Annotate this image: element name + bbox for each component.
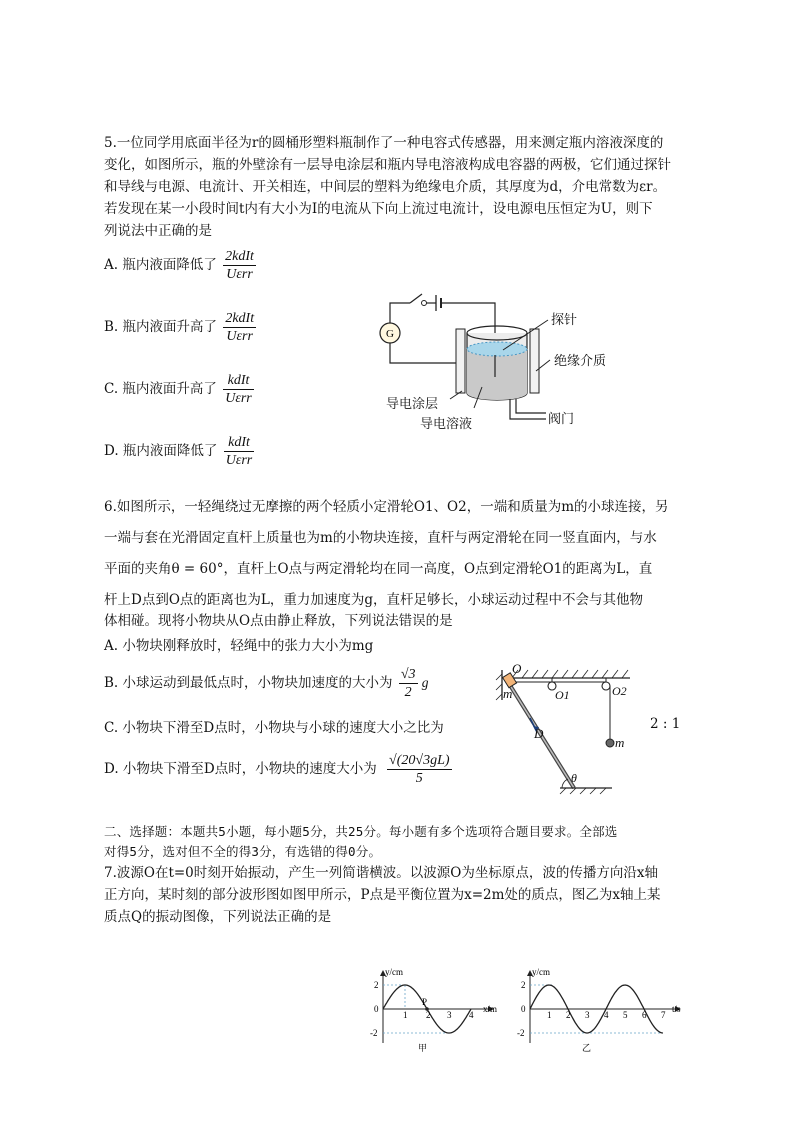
q5-option-b[interactable]: B. 瓶内液面升高了 $\frac{\text{2kdIt}}{\text{Uεrr}}$ <box>104 311 255 344</box>
probe-label: 探针 <box>551 313 578 328</box>
galvanometer-label: G <box>386 328 394 340</box>
q6-option-b[interactable]: B. 小球运动到最低点时，小物块加速度的大小为 $\frac{√3}{2}$ g <box>104 667 429 700</box>
q5-option-d[interactable]: D. 瓶内液面降低了 $\frac{\text{kdIt}}{\text{Uεrr}}$ <box>104 435 253 468</box>
q6-option-c[interactable]: C. 小物块下滑至D点时，小物块与小球的速度大小之比为 <box>104 720 444 736</box>
q6-line-3: 平面的夹角θ = 60°，直杆上O点与两定滑轮均在同一高度，O点到定滑轮O1的距离为L，直 <box>104 561 653 577</box>
q6-label-d: D <box>534 726 544 741</box>
q6-line-4: 杆上D点到O点的距离也为L，重力加速度为g，直杆足够长，小球运动过程中不会与其他物 <box>104 592 643 608</box>
q6-label-o: O <box>512 661 522 676</box>
q6-option-d-fraction: $\frac{√(20√3gL)}{5}$ <box>389 753 450 786</box>
chart-a-point-label: P <box>422 997 428 1007</box>
q6-label-m-block: m <box>503 686 513 701</box>
chart-b-ytick-2: 2 <box>521 980 526 990</box>
q6-line-5: 体相碰。现将小物块从O点由静止释放，下列说法错误的是 <box>104 613 453 629</box>
q6-pulley-figure <box>490 660 640 795</box>
chart-b-xticks <box>547 1010 666 1020</box>
chart-b-ylabel: y/cm <box>532 967 550 977</box>
q5-line-2: 变化，如图所示，瓶的外壁涂有一层导电涂层和瓶内导电溶液构成电容器的两极，它们通过探针 <box>104 157 671 173</box>
q6-label-o2: O2 <box>612 684 627 698</box>
q5-line-5: 列说法中正确的是 <box>104 223 212 239</box>
q6-label-m-ball: m <box>615 735 625 750</box>
chart-a-ylabel: y/cm <box>385 967 403 977</box>
section2-heading-line-2: 对得5分，选对但不全的得3分，有选错的得0分。 <box>104 844 382 859</box>
chart-wave-shape <box>365 965 510 1055</box>
q5-option-c-fraction: $\frac{\text{kdIt}}{\text{Uεrr}}$ <box>225 373 252 406</box>
q5-option-d-fraction: $\frac{\text{kdIt}}{\text{Uεrr}}$ <box>225 435 253 468</box>
coating-label: 导电涂层 <box>386 397 439 412</box>
chart-vibration <box>512 965 687 1055</box>
chart-b-xtick-3: 3 <box>585 1010 590 1020</box>
chart-a-ytick-2: 2 <box>374 980 379 990</box>
q5-line-1: 5.一位同学用底面半径为r的圆桶形塑料瓶制作了一种电容式传感器，用来测定瓶内溶液深度的 <box>104 135 664 151</box>
q5-option-c[interactable]: C. 瓶内液面升高了 $\frac{\text{kdIt}}{\text{Uεrr}}$ <box>104 373 252 406</box>
chart-a-xlabel: x/m <box>483 1004 498 1014</box>
chart-b-xtick-7: 7 <box>661 1010 666 1020</box>
q5-option-a-fraction: $\frac{\text{2kdIt}}{\text{Uεrr}}$ <box>225 249 254 282</box>
q5-option-a[interactable]: A. 瓶内液面降低了 $\frac{\text{2kdIt}}{\text{Uεrr}}$ <box>104 249 254 282</box>
chart-b-ytick-neg2: -2 <box>517 1028 525 1038</box>
chart-b-xtick-4: 4 <box>604 1010 609 1020</box>
pulley-o2-icon <box>602 682 610 690</box>
chart-a-xtick-1: 1 <box>403 1010 408 1020</box>
chart-a-ytick-neg2: -2 <box>370 1028 378 1038</box>
chart-b-xtick-2: 2 <box>566 1010 571 1020</box>
q6-label-o1: O1 <box>555 688 570 702</box>
q5-option-b-fraction: $\frac{\text{2kdIt}}{\text{Uεrr}}$ <box>225 311 255 344</box>
chart-b-xlabel: t/s <box>672 1004 681 1014</box>
chart-a-xtick-4: 4 <box>469 1010 474 1020</box>
chart-b-xtick-5: 5 <box>623 1010 628 1020</box>
switch-icon <box>410 294 422 303</box>
chart-b-ytick-0: 0 <box>521 1004 526 1014</box>
q6-option-a[interactable]: A. 小物块刚释放时，轻绳中的张力大小为mg <box>104 638 374 654</box>
q6-option-c-ratio: 2 : 1 <box>650 716 681 732</box>
q6-label-theta: θ <box>571 771 577 785</box>
insulator-label: 绝缘介质 <box>554 354 607 369</box>
q5-line-4: 若发现在某一小段时间t内有大小为I的电流从下向上流过电流计，设电源电压恒定为U，则下 <box>104 201 653 217</box>
chart-a-ytick-0: 0 <box>374 1004 379 1014</box>
q7-line-2: 正方向，某时刻的部分波形图如图甲所示，P点是平衡位置为x=2m处的质点，图乙为x轴上某 <box>104 887 661 903</box>
chart-a-xtick-2: 2 <box>426 1010 431 1020</box>
q6-line-1: 6.如图所示，一轻绳绕过无摩擦的两个轻质小定滑轮O1、O2，一端和质量为m的小球连接，另 <box>104 499 669 515</box>
ball-icon <box>606 739 614 747</box>
chart-b-xtick-6: 6 <box>642 1010 647 1020</box>
q6-line-2: 一端与套在光滑固定直杆上质量也为m的小物块连接，直杆与两定滑轮在同一竖直面内，与水 <box>104 530 657 546</box>
section2-heading-line-1: 二、选择题：本题共5小题，每小题5分，共25分。每小题有多个选项符合题目要求。全部选 <box>104 824 618 839</box>
solution-label: 导电溶液 <box>420 417 473 432</box>
q6-option-d[interactable]: D. 小物块下滑至D点时，小物块的速度大小为 $\frac{√(20√3gL)}{5}$ <box>104 753 450 786</box>
chart-b-xtick-1: 1 <box>547 1010 552 1020</box>
q6-option-b-fraction: $\frac{√3}{2}$ <box>400 667 416 700</box>
valve-label: 阀门 <box>548 412 575 427</box>
chart-b-caption: 乙 <box>582 1043 592 1053</box>
q7-line-3: 质点Q的振动图像，下列说法正确的是 <box>104 909 332 925</box>
q7-line-1: 7.波源O在t=0时刻开始振动，产生一列简谐横波。以波源O为坐标原点，波的传播方向沿x轴 <box>104 865 658 881</box>
chart-a-caption: 甲 <box>418 1043 428 1053</box>
chart-a-xtick-3: 3 <box>447 1010 452 1020</box>
q5-line-3: 和导线与电源、电流计、开关相连，中间层的塑料为绝缘电介质，其厚度为d，介电常数为εr。 <box>104 179 667 195</box>
